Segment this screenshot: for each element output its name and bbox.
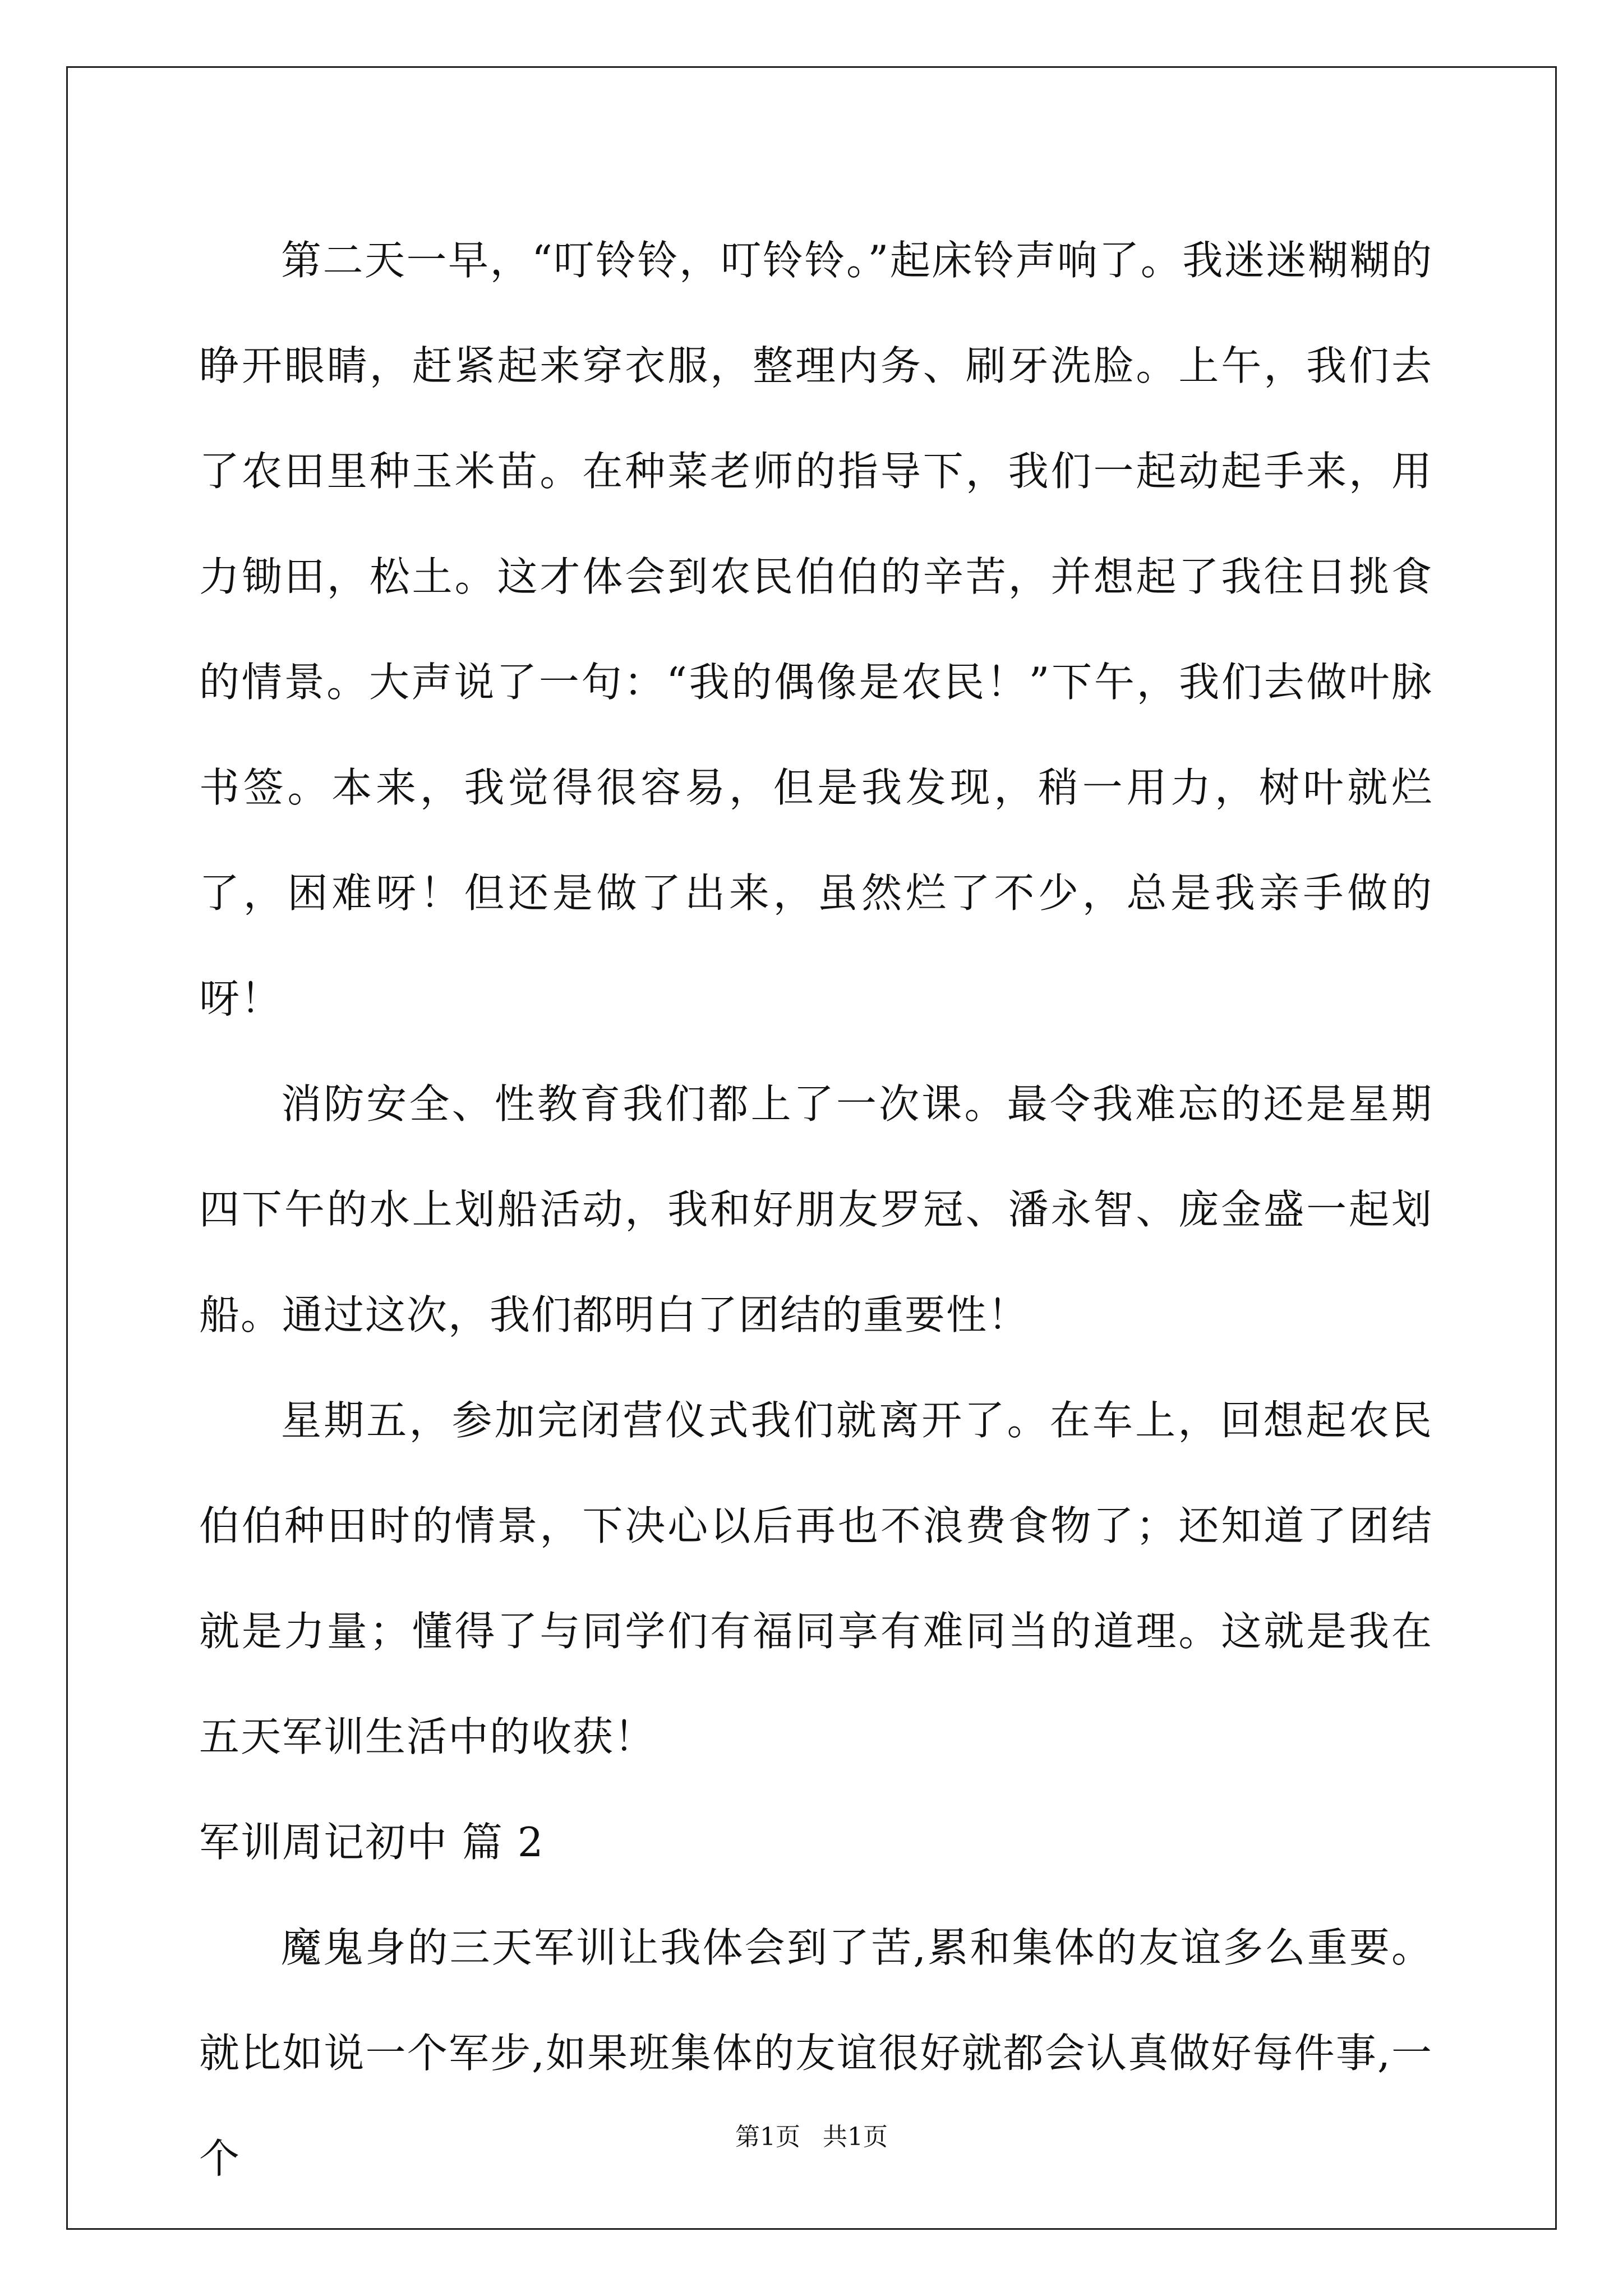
- document-body: [199, 208, 1433, 2211]
- page-number-total: 共1页: [823, 2123, 888, 2151]
- page-footer: [0, 2120, 1623, 2154]
- paragraph-safety-class: 消防安全、性教育我们都上了一次课。最令我难忘的还是星期四下午的水上划船活动，我和好朋友罗冠、潘永智、庞金盛一起划船。通过这次，我们都明白了团结的重要性！: [199, 1080, 1433, 1338]
- page-number-current: 第1页: [735, 2123, 800, 2151]
- paragraph-section-two: 魔鬼身的三天军训让我体会到了苦,累和集体的友谊多么重要。就比如说一个军步,如果班集体的友谊很好就都会认真做好每件事,一个: [199, 1924, 1433, 2182]
- section-heading: 军训周记初中 篇 2: [199, 1819, 545, 1866]
- paragraph-friday: 星期五，参加完闭营仪式我们就离开了。在车上，回想起农民伯伯种田时的情景，下决心以后再也不浪费食物了；还知道了团结就是力量；懂得了与同学们有福同享有难同当的道理。这就是我在五天军训生活中的收获！: [199, 1397, 1433, 1760]
- paragraph-day-two: 第二天一早，“叮铃铃，叮铃铃。”起床铃声响了。我迷迷糊糊的睁开眼睛，赶紧起来穿衣服，整理内务、刷牙洗脸。上午，我们去了农田里种玉米苗。在种菜老师的指导下，我们一起动起手来，用力锄田，松土。这才体会到农民伯伯的辛苦，并想起了我往日挑食的情景。大声说了一句：“我的偶像是农民！”下午，我们去做叶脉书签。本来，我觉得很容易，但是我发现，稍一用力，树叶就烂了，困难呀！但还是做了出来，虽然烂了不少，总是我亲手做的呀！: [199, 237, 1433, 1022]
